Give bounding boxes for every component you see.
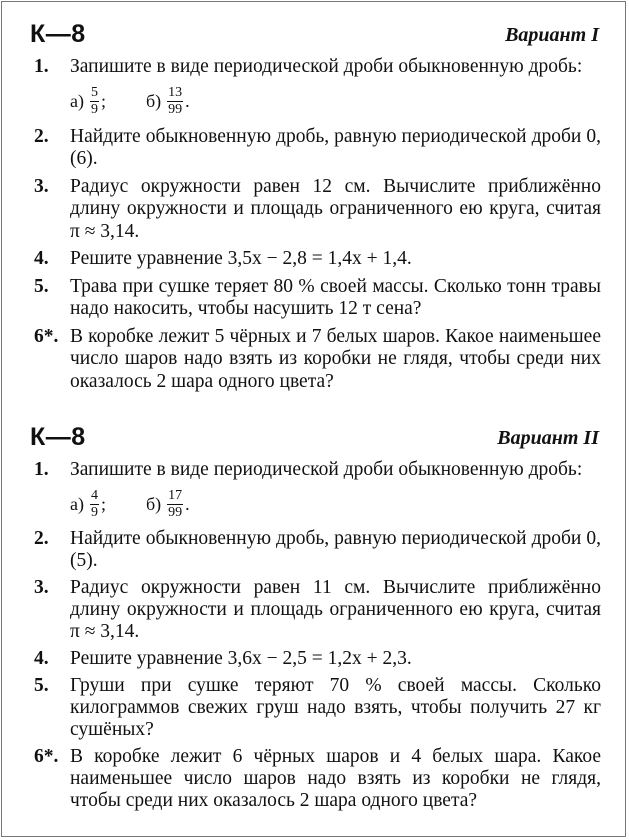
task-text: Запишите в виде периодической дроби обыкновенную дробь:: [70, 459, 583, 480]
task-text: В коробке лежит 5 чёрных и 7 белых шаров. Какое наименьшее число шаров надо взять из коробки не глядя, чтобы среди них оказалось 2 шара одного цвета?: [70, 325, 601, 392]
fraction-numerator: 5: [90, 85, 98, 100]
fraction-list: [70, 83, 601, 121]
fraction-numerator: 13: [168, 85, 183, 100]
task-text: Найдите обыкновенную дробь, равную периодической дроби 0,(5).: [70, 528, 601, 571]
fraction-punctuation: .: [185, 494, 190, 514]
task-number: 2.: [34, 125, 49, 147]
variant-2-section: [0, 423, 629, 817]
task-item: [34, 276, 601, 321]
fraction-item: [146, 489, 190, 520]
task-item: [34, 459, 601, 523]
fraction-numerator: 4: [90, 487, 98, 503]
task-number: 4.: [34, 248, 49, 269]
task-text: В коробке лежит 6 чёрных шаров и 4 белых шара. Какое наименьшее число шаров надо взять из коробки не глядя, чтобы среди них оказалось 2 шара одного цвета?: [70, 746, 601, 811]
test-code: К—8: [30, 423, 86, 451]
fraction-denominator: 9: [90, 504, 98, 520]
fraction-item: [70, 86, 106, 117]
task-item: [34, 577, 601, 643]
fraction: [90, 86, 99, 117]
task-text: Трава при сушке теряет 80 % своей массы. Сколько тонн травы надо накосить, чтобы насушить 12 т сена?: [70, 275, 601, 319]
task-item: [34, 648, 601, 670]
task-text: Радиус окружности равен 12 см. Вычислите приближённо длину окружности и площадь ограниченного ею круга, считая π ≈ 3,14.: [70, 175, 601, 242]
task-text: Груши при сушке теряют 70 % своей массы. Сколько килограммов свежих груш надо взять, чтобы получить 27 кг сушёных?: [70, 675, 601, 740]
fraction: [167, 489, 183, 520]
task-text: Решите уравнение 3,5x − 2,8 = 1,4x + 1,4.: [70, 248, 412, 269]
task-item: [34, 56, 601, 121]
variant-header: [0, 423, 629, 459]
task-item: [34, 675, 601, 741]
variant-header: [0, 20, 629, 56]
task-number: 6*.: [34, 325, 59, 347]
fraction-numerator: 17: [168, 487, 183, 503]
fraction-label: а): [70, 91, 84, 112]
task-number: 3.: [34, 577, 49, 598]
task-text: Решите уравнение 3,6x − 2,5 = 1,2x + 2,3.: [70, 648, 412, 669]
fraction-denominator: 9: [90, 102, 98, 117]
fraction-label: б): [146, 494, 162, 514]
task-text: Радиус окружности равен 11 см. Вычислите приближённо длину окружности и площадь ограниченного ею круга, считая π ≈ 3,14.: [70, 577, 601, 642]
test-code: К—8: [30, 20, 86, 48]
fraction-denominator: 99: [168, 102, 183, 117]
fraction-label: б): [146, 91, 162, 112]
task-number: 1.: [34, 459, 49, 480]
task-text: Найдите обыкновенную дробь, равную периодической дроби 0,(6).: [70, 125, 601, 169]
task-number: 1.: [34, 56, 49, 77]
fraction-item: [146, 86, 190, 117]
fraction-punctuation: .: [185, 91, 190, 112]
task-item: [34, 528, 601, 572]
fraction-item: [70, 489, 106, 520]
fraction: [167, 86, 183, 117]
task-item: [34, 126, 601, 171]
task-number: 2.: [34, 528, 49, 549]
fraction: [90, 489, 99, 520]
task-text: Запишите в виде периодической дроби обыкновенную дробь:: [70, 56, 583, 77]
task-number: 5.: [34, 675, 49, 696]
fraction-punctuation: ;: [100, 91, 106, 112]
fraction-punctuation: ;: [100, 494, 106, 514]
task-number: 3.: [34, 175, 49, 197]
task-item: [34, 746, 601, 812]
task-item: [34, 176, 601, 244]
fraction-label: а): [70, 494, 84, 514]
task-number: 6*.: [34, 746, 59, 767]
fraction-list: [70, 485, 601, 523]
variant-name: Вариант II: [497, 427, 599, 449]
variant-1-section: [0, 20, 629, 398]
task-item: [34, 326, 601, 394]
variant-name: Вариант I: [505, 24, 599, 46]
task-item: [34, 248, 601, 271]
task-number: 5.: [34, 275, 49, 297]
task-number: 4.: [34, 648, 49, 669]
fraction-denominator: 99: [168, 504, 183, 520]
